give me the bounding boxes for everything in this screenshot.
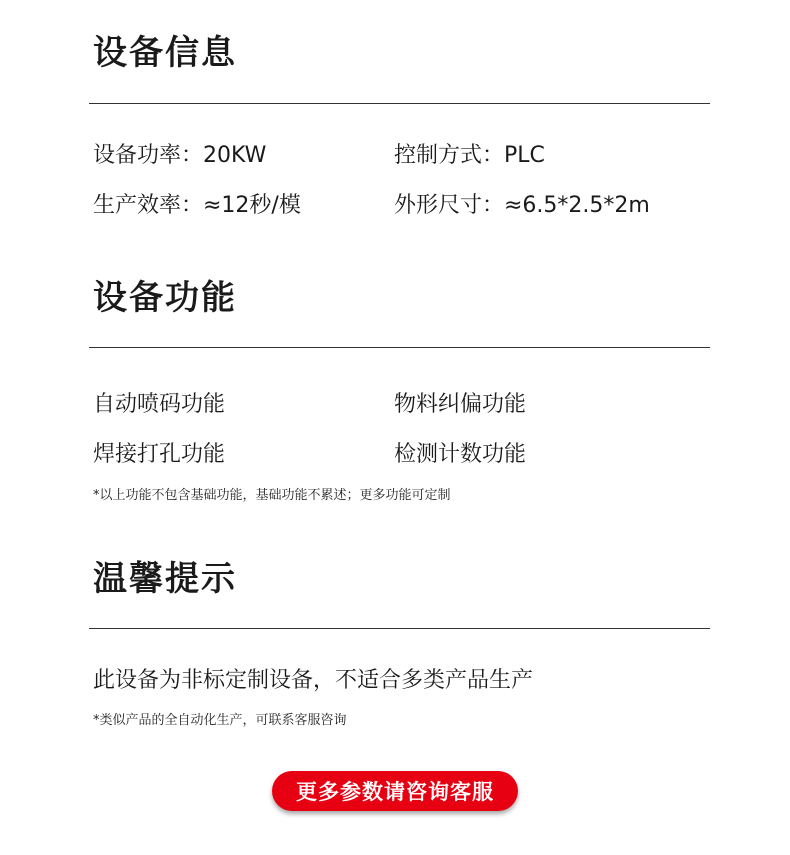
spec-control-mode: 控制方式：PLC — [394, 143, 545, 168]
divider — [89, 628, 710, 629]
function-detection-counting: 检测计数功能 — [394, 442, 527, 467]
spec-dimensions: 外形尺寸：≈6.5*2.5*2m — [394, 193, 650, 218]
section-title-equipment-info: 设备信息 — [93, 33, 237, 73]
tips-footnote: *类似产品的全自动化生产，可联系客服咨询 — [93, 713, 347, 728]
section-title-equipment-functions: 设备功能 — [93, 278, 237, 318]
spec-production-efficiency: 生产效率：≈12秒/模 — [93, 193, 301, 218]
functions-footnote: *以上功能不包含基础功能，基础功能不累述；更多功能可定制 — [93, 488, 451, 503]
divider — [89, 347, 710, 348]
function-material-correction: 物料纠偏功能 — [394, 392, 527, 417]
contact-support-button[interactable]: 更多参数请咨询客服 — [272, 771, 518, 811]
section-title-tips: 温馨提示 — [93, 559, 237, 599]
function-auto-coding: 自动喷码功能 — [93, 392, 226, 417]
divider — [89, 103, 710, 104]
tips-text: 此设备为非标定制设备，不适合多类产品生产 — [93, 668, 534, 693]
spec-power: 设备功率：20KW — [93, 143, 267, 168]
function-welding-punching: 焊接打孔功能 — [93, 442, 226, 467]
